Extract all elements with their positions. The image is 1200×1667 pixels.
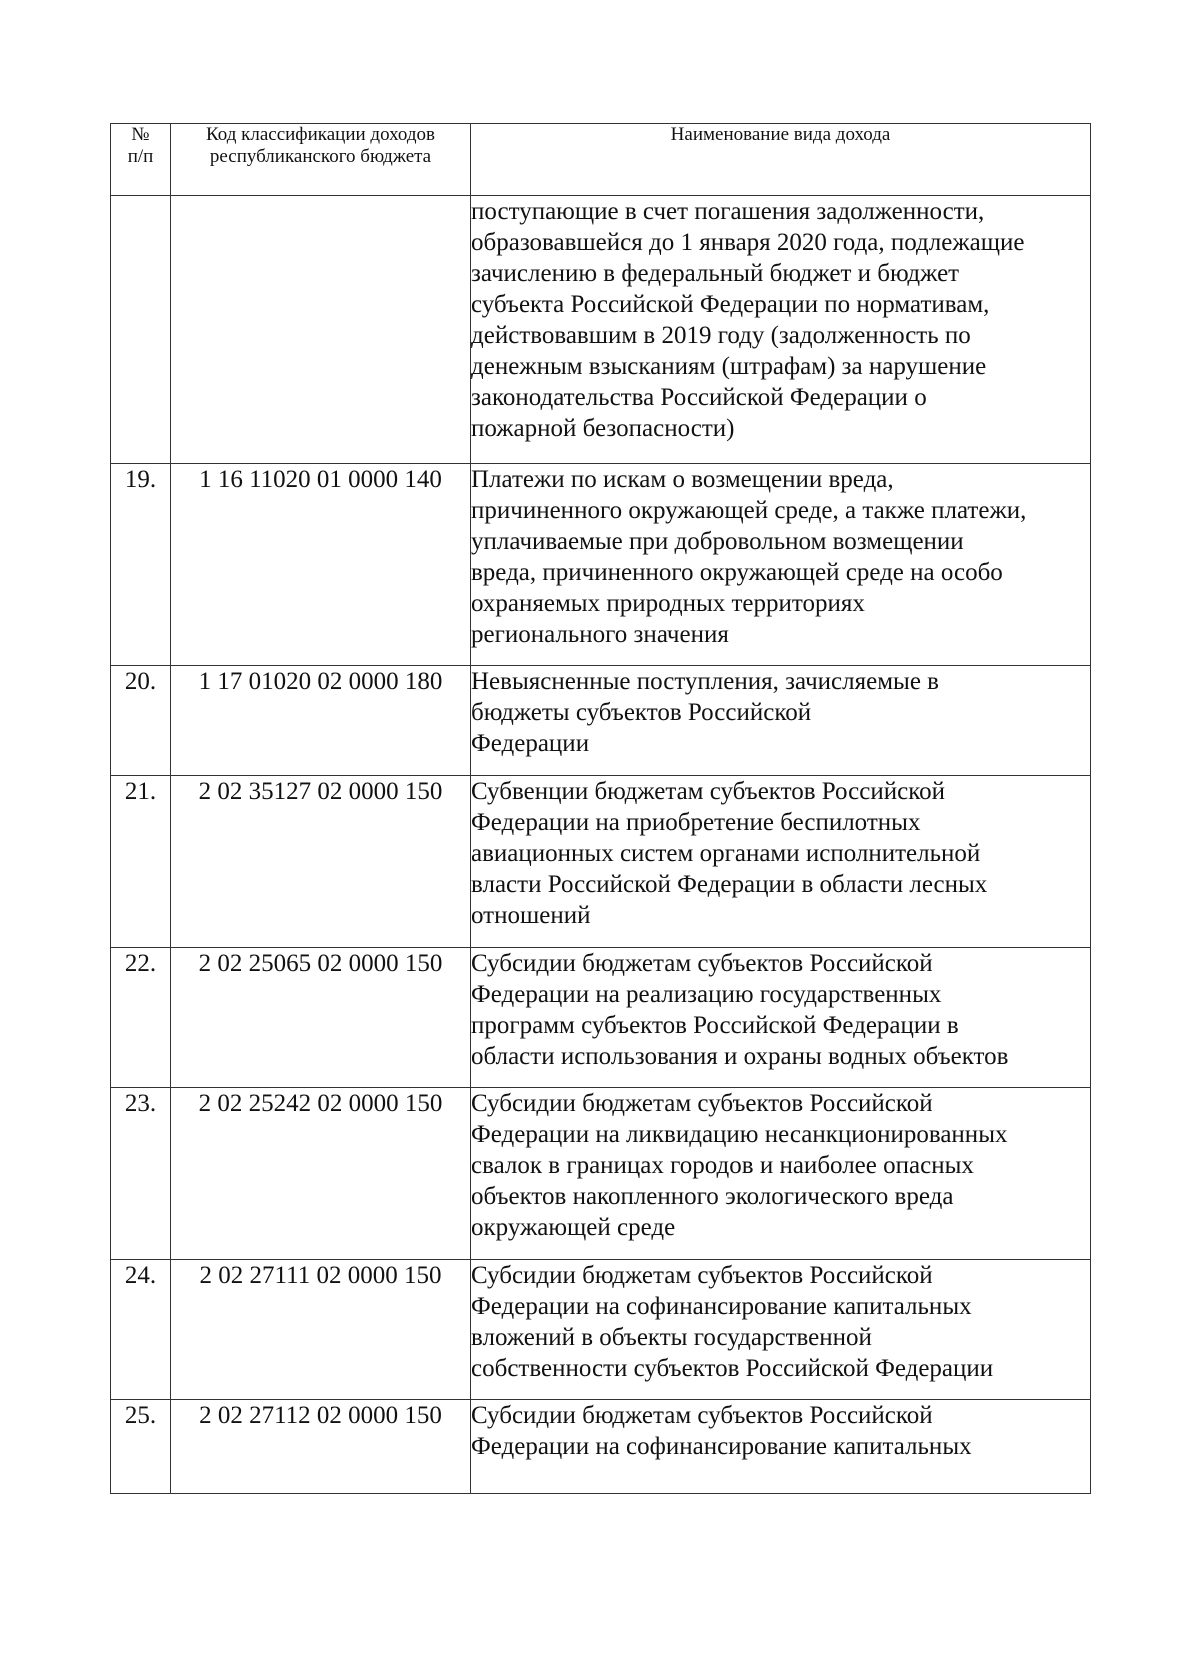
table-row [111,948,1091,1088]
row-number: 20. [111,666,171,776]
row-code [171,196,471,464]
row-name [471,776,1091,948]
row-name-line: свалок в границах городов и наиболее опасных [471,1152,974,1179]
row-name-line: Федерации [471,730,590,757]
table-header-row [111,124,1091,196]
table-row [111,196,1091,464]
row-number: 19. [111,464,171,666]
table-row [111,666,1091,776]
row-name [471,1260,1091,1400]
row-number: 21. [111,776,171,948]
header-number-line: п/п [127,146,154,167]
row-name-line: Субвенции бюджетам субъектов Российской [471,778,945,805]
revenue-classification-table [110,123,1091,1494]
row-name-line: области использования и охраны водных объектов [471,1043,1009,1070]
header-code-line: Код классификации доходов [206,124,435,145]
row-code: 2 02 25242 02 0000 150 [171,1088,471,1260]
row-name-line: объектов накопленного экологического вреда [471,1183,954,1210]
row-code: 2 02 25065 02 0000 150 [171,948,471,1088]
row-name-line: поступающие в счет погашения задолженности, [471,198,985,225]
row-code: 1 17 01020 02 0000 180 [171,666,471,776]
row-code: 2 02 35127 02 0000 150 [171,776,471,948]
row-number: 24. [111,1260,171,1400]
row-name [471,666,1091,776]
row-name-line: Федерации на софинансирование капитальных [471,1293,972,1320]
row-name-line: Федерации на ликвидацию несанкционированных [471,1121,1008,1148]
row-name-line: бюджеты субъектов Российской [471,699,812,726]
table-row [111,1260,1091,1400]
table-row [111,1088,1091,1260]
header-number-line: № [131,124,150,145]
row-name-line: причиненного окружающей среде, а также платежи, [471,497,1027,524]
row-name-line: Субсидии бюджетам субъектов Российской [471,950,933,977]
row-number: 22. [111,948,171,1088]
header-name: Наименование вида дохода [471,124,1091,196]
row-name-line: вреда, причиненного окружающей среде на особо [471,559,1003,586]
header-number [111,124,171,196]
row-name [471,1088,1091,1260]
row-name-line: власти Российской Федерации в области лесных [471,871,988,898]
row-name-line: действовавшим в 2019 году (задолженность по [471,322,971,349]
row-name-line: программ субъектов Российской Федерации в [471,1012,959,1039]
row-name-line: Субсидии бюджетам субъектов Российской [471,1402,933,1429]
row-name-line: Федерации на софинансирование капитальных [471,1433,972,1460]
row-name-line: собственности субъектов Российской Федерации [471,1355,994,1382]
row-number: 25. [111,1400,171,1494]
row-name-line: уплачиваемые при добровольном возмещении [471,528,964,555]
row-name-line: Федерации на приобретение беспилотных [471,809,921,836]
row-name-line: авиационных систем органами исполнительной [471,840,981,867]
row-name-line: зачислению в федеральный бюджет и бюджет [471,260,960,287]
row-name-line: пожарной безопасности) [471,415,735,442]
row-name-line: Невыясненные поступления, зачисляемые в [471,668,939,695]
row-name [471,464,1091,666]
row-name-line: охраняемых природных территориях [471,590,865,617]
row-name-line: законодательства Российской Федерации о [471,384,927,411]
table-row [111,776,1091,948]
row-code: 1 16 11020 01 0000 140 [171,464,471,666]
row-name [471,1400,1091,1494]
table-row [111,1400,1091,1494]
row-number: 23. [111,1088,171,1260]
row-name-line: Платежи по искам о возмещении вреда, [471,466,894,493]
row-name [471,196,1091,464]
row-name-line: Федерации на реализацию государственных [471,981,942,1008]
header-code-line: республиканского бюджета [209,146,432,167]
row-name-line: окружающей среде [471,1214,676,1241]
row-name-line: регионального значения [471,621,729,648]
row-name-line: денежным взысканиям (штрафам) за нарушение [471,353,987,380]
row-code: 2 02 27112 02 0000 150 [171,1400,471,1494]
table-row [111,464,1091,666]
row-code: 2 02 27111 02 0000 150 [171,1260,471,1400]
row-number [111,196,171,464]
header-code [171,124,471,196]
row-name-line: отношений [471,902,591,929]
row-name [471,948,1091,1088]
row-name-line: вложений в объекты государственной [471,1324,872,1351]
row-name-line: Субсидии бюджетам субъектов Российской [471,1090,933,1117]
row-name-line: образовавшейся до 1 января 2020 года, подлежащие [471,229,1025,256]
row-name-line: Субсидии бюджетам субъектов Российской [471,1262,933,1289]
row-name-line: субъекта Российской Федерации по нормативам, [471,291,990,318]
